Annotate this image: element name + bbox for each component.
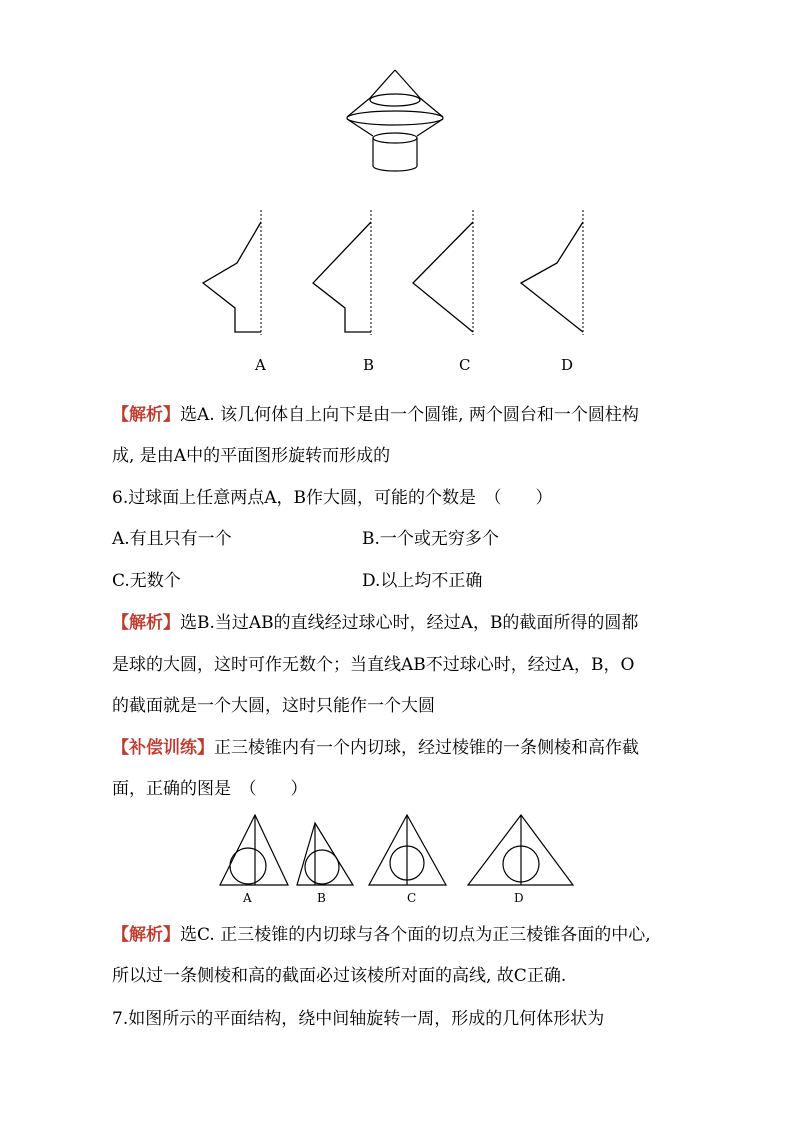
q7-stem: 7.如图所示的平面结构，绕中间轴旋转一周，形成的几何体形状为	[112, 1009, 605, 1029]
analysis3-line2: 所以过一条侧棱和高的截面必过该棱所对面的高线, 故C正确.	[112, 966, 567, 986]
q6-option-b: B.一个或无穷多个	[362, 529, 499, 549]
solid-figure	[340, 68, 460, 180]
analysis-tag-open: 【	[112, 405, 129, 425]
option-shapes-figure	[195, 205, 615, 380]
fig2-label-d: D	[514, 891, 524, 905]
analysis3-line1	[112, 925, 651, 945]
analysis2-line2: 是球的大圆，这时可作无数个；当直线AB不过球心时，经过A，B，O	[112, 655, 635, 675]
q6-option-c: C.无数个	[112, 571, 181, 591]
analysis1-line1	[112, 405, 639, 425]
q6-option-d: D.以上均不正确	[362, 571, 483, 591]
analysis-tag-close: 】	[163, 405, 180, 425]
supplement-tag-close: 】	[197, 738, 214, 758]
analysis2-line3: 的截面就是一个大圆，这时只能作一个大圆	[112, 696, 435, 716]
analysis1-text1: 选A. 该几何体自上向下是由一个圆锥, 两个圆台和一个圆柱构	[180, 405, 639, 425]
fig1-label-a: A	[255, 356, 266, 374]
analysis-tag-word: 解析	[129, 925, 163, 945]
fig2-label-b: B	[317, 891, 326, 905]
supplement-tag-open: 【	[112, 738, 129, 758]
analysis-tag-word: 解析	[129, 405, 163, 425]
q6-stem: 6.过球面上任意两点A，B作大圆，可能的个数是 （ ）	[112, 488, 553, 508]
analysis-tag-close: 】	[163, 925, 180, 945]
q6-option-a: A.有且只有一个	[112, 529, 232, 549]
supplement-text1: 正三棱锥内有一个内切球，经过棱锥的一条侧棱和高作截	[214, 738, 639, 758]
triangles-figure	[210, 812, 580, 912]
analysis-tag-open: 【	[112, 613, 129, 633]
analysis3-text1: 选C. 正三棱锥的内切球与各个面的切点为正三棱锥各面的中心,	[180, 925, 651, 945]
supplement-tag-word: 补偿训练	[129, 738, 197, 758]
fig1-label-d: D	[561, 356, 574, 374]
fig2-label-c: C	[407, 891, 417, 905]
fig1-label-b: B	[363, 356, 375, 374]
analysis-tag-word: 解析	[129, 613, 163, 633]
supplement-line1	[112, 738, 639, 758]
supplement-line2: 面，正确的图是 （ ）	[112, 779, 308, 799]
analysis-tag-close: 】	[163, 613, 180, 633]
fig1-label-c: C	[459, 356, 471, 374]
fig2-label-a: A	[243, 891, 252, 905]
analysis-tag-open: 【	[112, 925, 129, 945]
analysis2-line1	[112, 613, 638, 633]
analysis1-line2: 成, 是由A中的平面图形旋转而形成的	[112, 446, 391, 466]
analysis2-text1: 选B.当过AB的直线经过球心时，经过A，B的截面所得的圆都	[180, 613, 639, 633]
